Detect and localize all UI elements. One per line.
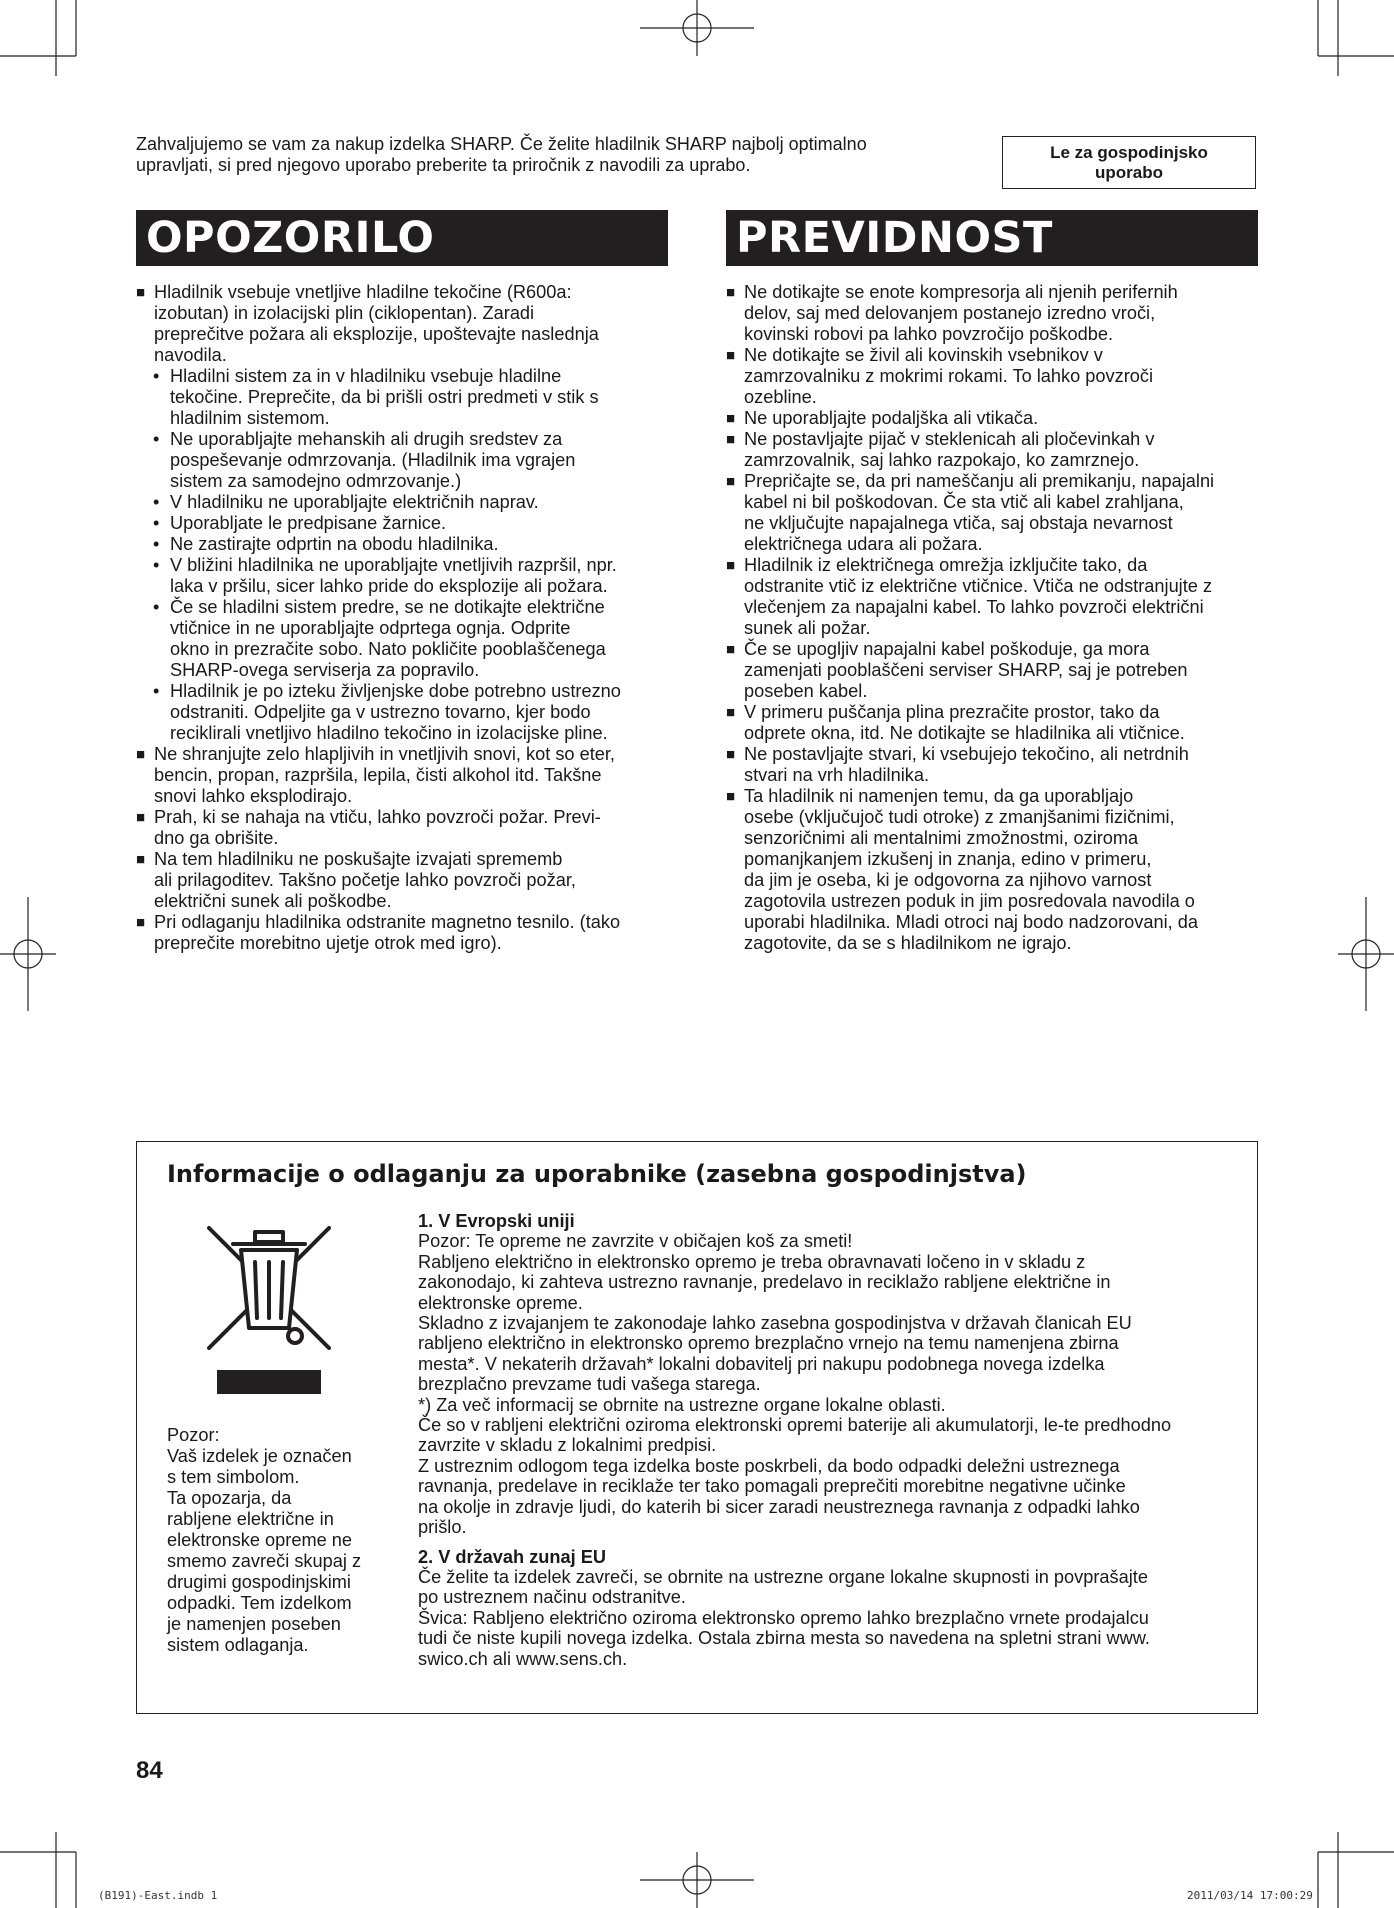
dot-bullet-icon: • (153, 555, 160, 575)
square-bullet-icon: ■ (136, 914, 146, 931)
text-line: tekočine. Preprečite, da bi prišli ostri predmeti v stik s (170, 387, 599, 407)
square-bullet-icon: ■ (726, 641, 736, 658)
text-line: elektronske opreme. (418, 1292, 583, 1313)
text-line: Na tem hladilniku ne poskušajte izvajati sprememb (154, 849, 563, 869)
dot-bullet-icon: • (153, 597, 160, 617)
text-line: navodila. (154, 345, 227, 365)
domestic-line: uporabo (1095, 163, 1163, 182)
square-bullet-icon: ■ (136, 746, 146, 763)
text-line: Ne dotikajte se enote kompresorja ali njenih perifernih (744, 282, 1178, 302)
crossed-bin-icon (203, 1220, 335, 1400)
text-line: *) Za več informacij se obrnite na ustrezne organe lokalne oblasti. (418, 1394, 946, 1415)
text-line: Pozor: (167, 1425, 220, 1445)
warning-list (136, 282, 668, 954)
sub-bullet-item (136, 513, 668, 534)
text-line: Če se hladilni sistem predre, se ne dotikajte električne (170, 597, 605, 617)
square-bullet-icon: ■ (726, 347, 736, 364)
square-bullet-icon: ■ (136, 284, 146, 301)
disposal-notice (167, 1425, 377, 1656)
text-line: sunek ali požar. (744, 618, 871, 638)
text-line: zamenjati pooblaščeni serviser SHARP, saj je potreben (744, 660, 1188, 680)
text-line: s tem simbolom. (167, 1467, 300, 1487)
text-line: Vaš izdelek je označen (167, 1446, 352, 1466)
text-line: zavrzite v skladu z lokalnimi predpisi. (418, 1435, 717, 1456)
bullet-item (726, 282, 1258, 345)
eu-text (418, 1231, 1238, 1537)
caution-section (726, 210, 1258, 954)
caution-heading: PREVIDNOST (726, 210, 1258, 266)
text-line: da jim je oseba, ki je odgovorna za njihovo varnost (744, 870, 1152, 890)
bullet-item (726, 639, 1258, 702)
text-line: Hladilnik vsebuje vnetljive hladilne tekočine (R600a: (154, 282, 572, 302)
text-line: senzoričnimi ali mentalnimi zmožnostmi, oziroma (744, 828, 1139, 848)
text-line: Pri odlaganju hladilnika odstranite magnetno tesnilo. (tako (154, 912, 621, 932)
text-line: tudi če niste kupili novega izdelka. Ostala zbirna mesta so navedena na spletni strani www. (418, 1628, 1150, 1649)
bullet-item (726, 786, 1258, 954)
text-line: reciklirali vnetljivo hladilno tekočino in izolacijske pline. (170, 723, 608, 743)
text-line: zagotovite, da se s hladilnikom ne igrajo. (744, 933, 1072, 953)
dot-bullet-icon: • (153, 492, 160, 512)
text-line: Če želite ta izdelek zavreči, se obrnite na ustrezne organe lokalne skupnosti in povpraša​jte (418, 1566, 1148, 1587)
text-line: okno in prezračite sobo. Nato pokličite pooblaščenega (170, 639, 606, 659)
sub-bullet-item (136, 681, 668, 744)
bullet-item (136, 849, 668, 912)
text-line: Hladilnik je po izteku življenjske dobe potrebno ustrezno (170, 681, 621, 701)
text-line: odstranite vtič iz električne vtičnice. Vtiča ne odstranjujte z (744, 576, 1213, 596)
square-bullet-icon: ■ (726, 473, 736, 490)
bullet-item (726, 744, 1258, 786)
bullet-item (726, 429, 1258, 471)
text-line: ne vključujte napajalnega vtiča, saj obstaja nevarnost (744, 513, 1173, 533)
text-line: je namenjen poseben (167, 1614, 341, 1634)
text-line: Pozor: Te opreme ne zavrzite v običajen koš za smeti! (418, 1231, 853, 1252)
text-line: delov, saj med delovanjem postanejo izredno vroči, (744, 303, 1156, 323)
text-line: laka v pršilu, sicer lahko pride do eksplozije ali požara. (170, 576, 608, 596)
text-line: izobutan) in izolacijski plin (ciklopentan). Zaradi (154, 303, 535, 323)
square-bullet-icon: ■ (726, 284, 736, 301)
text-line: poseben kabel. (744, 681, 868, 701)
text-line: sistem odlaganja. (167, 1635, 309, 1655)
bullet-item (726, 471, 1258, 555)
disposal-info-box (136, 1141, 1258, 1714)
text-line: V primeru puščanja plina prezračite prostor, tako da (744, 702, 1160, 722)
text-line: zamrzovalniku z mokrimi rokami. To lahko povzroči (744, 366, 1154, 386)
text-line: Hladilni sistem za in v hladilniku vsebuje hladilne (170, 366, 562, 386)
text-line: SHARP-ovega serviserja za popravilo. (170, 660, 480, 680)
text-line: vlečenjem za napajalni kabel. To lahko povzroči električni (744, 597, 1204, 617)
text-line: snovi lahko eksplodirajo. (154, 786, 353, 806)
text-line: Prepričajte se, da pri nameščanju ali premikanju, napajalni (744, 471, 1215, 491)
text-line: rabljene električne in (167, 1509, 334, 1529)
square-bullet-icon: ■ (726, 746, 736, 763)
text-line: Z ustreznim odlogom tega izdelka boste poskrbeli, da bodo odpadki deležni ustreznega (418, 1455, 1120, 1476)
warning-section (136, 210, 668, 954)
dot-bullet-icon: • (153, 366, 160, 386)
text-line: električnega udara ali požara. (744, 534, 983, 554)
caution-list (726, 282, 1258, 954)
dot-bullet-icon: • (153, 681, 160, 701)
square-bullet-icon: ■ (726, 704, 736, 721)
text-line: preprečitve požara ali eksplozije, upoštevajte naslednja (154, 324, 599, 344)
text-line: Ne zastirajte odprtin na obodu hladilnika. (170, 534, 499, 554)
text-line: Ne uporabljajte mehanskih ali drugih sredstev za (170, 429, 563, 449)
disposal-details (418, 1211, 1238, 1669)
text-line: sistem za samodejno odmrzovanje.) (170, 471, 462, 491)
bullet-item (136, 912, 668, 954)
text-line: kabel ni bil poškodovan. Če sta vtič ali kabel zrahljana, (744, 492, 1184, 512)
text-line: ravnanja, predelave in reciklaže ter tako pomagali preprečiti morebitne negativne učinke (418, 1476, 1126, 1497)
page-number: 84 (136, 1757, 163, 1784)
footer-timestamp: 2011/03/14 17:00:29 (1187, 1889, 1313, 1902)
text-line: zakonodajo, ki zahteva ustrezno ravnanje, predelavo in reciklažo rabljene električne in (418, 1272, 1111, 1293)
bullet-item (136, 744, 668, 807)
text-line: V bližini hladilnika ne uporabljajte vnetljivih razpršil, npr. (170, 555, 617, 575)
text-line: odstraniti. Odpeljite ga v ustrezno tovarno, kjer bodo (170, 702, 591, 722)
noneu-text (418, 1567, 1238, 1669)
dot-bullet-icon: • (153, 534, 160, 554)
text-line: brezplačno prevzame tudi vašega starega. (418, 1374, 761, 1395)
text-line: odpadki. Tem izdelkom (167, 1593, 352, 1613)
text-line: uporabi hladilnika. Mladi otroci naj bodo nadzorovani, da (744, 912, 1198, 932)
warning-heading: OPOZORILO (136, 210, 668, 266)
text-line: kovinski robovi pa lahko povzročijo poškodbe. (744, 324, 1114, 344)
eu-heading: 1. V Evropski uniji (418, 1211, 575, 1231)
domestic-line: Le za gospodinjsko (1050, 143, 1208, 162)
dot-bullet-icon: • (153, 513, 160, 533)
text-line: Švica: Rabljeno električno oziroma elektronsko opremo lahko brezplačno vrnete prodajalcu (418, 1607, 1149, 1628)
bullet-item (726, 408, 1258, 429)
sub-bullet-item (136, 366, 668, 429)
text-line: bencin, propan, razpršila, lepila, čisti alkohol itd. Takšne (154, 765, 602, 785)
text-line: Če se upogljiv napajalni kabel poškoduje, ga mora (744, 639, 1150, 659)
footer-file: (B191)-East.indb 1 (98, 1889, 218, 1902)
text-line: Hladilnik iz električnega omrežja izključite tako, da (744, 555, 1148, 575)
bullet-item (136, 807, 668, 849)
sub-bullet-item (136, 597, 668, 681)
text-line: stvari na vrh hladilnika. (744, 765, 929, 785)
text-line: ali prilagoditev. Takšno početje lahko povzroči požar, (154, 870, 576, 890)
text-line: smemo zavreči skupaj z (167, 1551, 362, 1571)
text-line: ozebline. (744, 387, 817, 407)
text-line: odprete okna, itd. Ne dotikajte se hladilnika ali vtičnice. (744, 723, 1185, 743)
bin-bar (217, 1370, 321, 1394)
intro-line: upravljati, si pred njegovo uporabo preberite ta priročnik z navodili za uprabo. (136, 155, 751, 175)
square-bullet-icon: ■ (726, 557, 736, 574)
square-bullet-icon: ■ (726, 788, 736, 805)
text-line: Če so v rabljeni električni oziroma elektronski opremi baterije ali akumulatorji, le-te predhodno (418, 1415, 1172, 1436)
text-line: osebe (vključujoč tudi otroke) z zmanjšanimi fizičnimi, (744, 807, 1175, 827)
text-line: zagotovila ustrezen poduk in jim posredovala navodila o (744, 891, 1195, 911)
square-bullet-icon: ■ (136, 851, 146, 868)
text-line: hladilnim sistemom. (170, 408, 330, 428)
bullet-item (136, 282, 668, 366)
text-line: Ta opozarja, da (167, 1488, 292, 1508)
text-line: Skladno z izvajanjem te zakonodaje lahko zasebna gospodinjstva v državah članicah EU (418, 1313, 1132, 1334)
intro-text (136, 134, 966, 176)
text-line: pomanjkanjem izkušenj in znanja, edino v primeru, (744, 849, 1152, 869)
sub-bullet-item (136, 492, 668, 513)
text-line: mesta*. V nekaterih državah* lokalni dobavitelj pri nakupu podobnega novega izdelka (418, 1353, 1105, 1374)
disposal-title: Informacije o odlaganju za uporabnike (zasebna gospodinjstva) (167, 1160, 1027, 1188)
text-line: Ne dotikajte se živil ali kovinskih vsebnikov v (744, 345, 1103, 365)
text-line: Ne shranjujte zelo hlapljivih in vnetljivih snovi, kot so eter, (154, 744, 615, 764)
square-bullet-icon: ■ (726, 410, 736, 427)
text-line: rabljeno električno in elektronsko opremo brezplačno vrnejo na temu namenjena zbirna (418, 1333, 1119, 1354)
text-line: Ne postavljajte stvari, ki vsebujejo tekočino, ali netrdnih (744, 744, 1189, 764)
bullet-item (726, 555, 1258, 639)
sub-bullet-item (136, 429, 668, 492)
text-line: Ne postavljajte pijač v steklenicah ali pločevinkah v (744, 429, 1155, 449)
text-line: drugimi gospodinjskimi (167, 1572, 351, 1592)
text-line: pospeševanje odmrzovanja. (Hladilnik ima vgrajen (170, 450, 576, 470)
noneu-heading: 2. V državah zunaj EU (418, 1546, 606, 1567)
dot-bullet-icon: • (153, 429, 160, 449)
text-line: prišlo. (418, 1517, 467, 1538)
square-bullet-icon: ■ (726, 431, 736, 448)
text-line: Rabljeno električno in elektronsko opremo je treba obravnavati ločeno in v skladu z (418, 1251, 1086, 1272)
bullet-item (726, 345, 1258, 408)
text-line: na okolje in zdravje ljudi, do katerih bi sicer zaradi neustreznega ravnanja z odpadki lahko (418, 1496, 1140, 1517)
domestic-use-box (1002, 136, 1256, 189)
sub-bullet-item (136, 534, 668, 555)
text-line: električni sunek ali poškodbe. (154, 891, 392, 911)
text-line: elektronske opreme ne (167, 1530, 353, 1550)
text-line: Prah, ki se nahaja na vtiču, lahko povzroči požar. Previ- (154, 807, 601, 827)
text-line: vtičnice in ne uporabljajte odprtega ognja. Odprite (170, 618, 571, 638)
sub-bullet-item (136, 555, 668, 597)
bullet-item (726, 702, 1258, 744)
intro-line: Zahvaljujemo se vam za nakup izdelka SHARP. Če želite hladilnik SHARP najbolj optimalno (136, 134, 867, 154)
text-line: swico.ch ali www.sens.ch. (418, 1648, 628, 1669)
text-line: po ustreznem načinu odstranitve. (418, 1587, 686, 1608)
square-bullet-icon: ■ (136, 809, 146, 826)
text-line: preprečite morebitno ujetje otrok med igro). (154, 933, 502, 953)
text-line: dno ga obrišite. (154, 828, 279, 848)
text-line: Ne uporabljajte podaljška ali vtikača. (744, 408, 1039, 428)
text-line: V hladilniku ne uporabljajte električnih naprav. (170, 492, 539, 512)
text-line: zamrzovalnik, saj lahko razpokajo, ko zamrznejo. (744, 450, 1140, 470)
text-line: Uporabljate le predpisane žarnice. (170, 513, 447, 533)
text-line: Ta hladilnik ni namenjen temu, da ga uporabljajo (744, 786, 1134, 806)
